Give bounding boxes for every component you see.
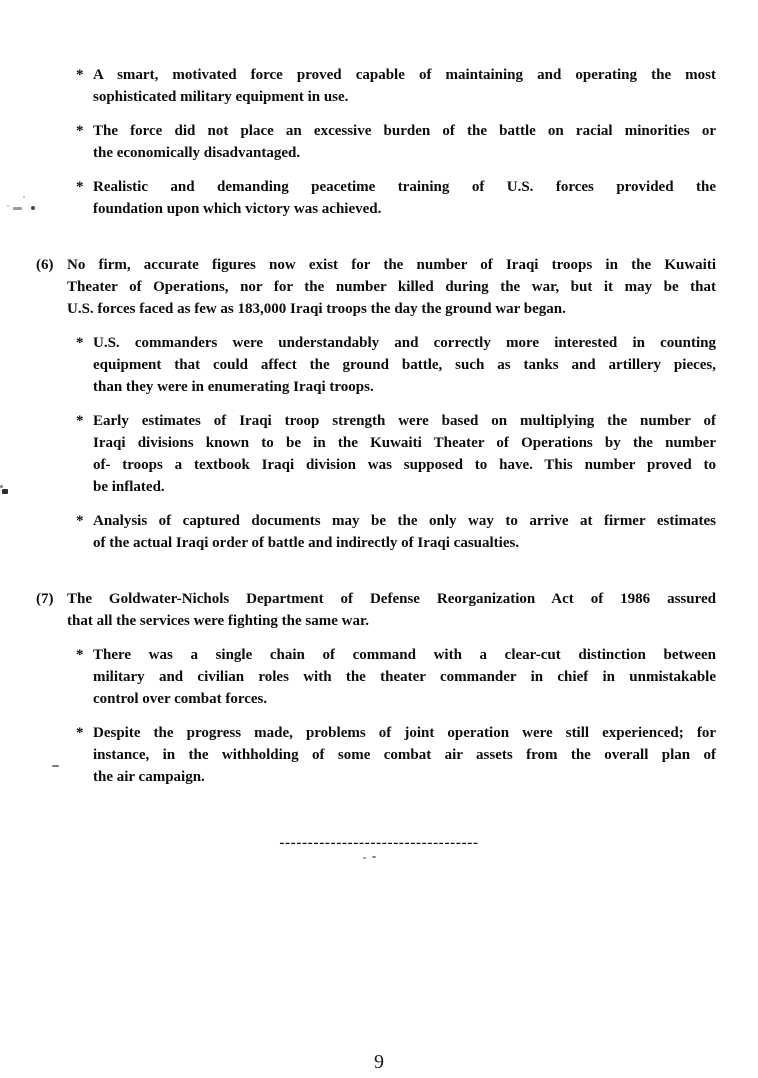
text-line: military and civilian roles with the theater commander in chief in unmistakable bbox=[93, 669, 716, 685]
bullet-item bbox=[76, 64, 716, 108]
text-line: of- troops a textbook Iraqi division was supposed to have. This number proved to bbox=[93, 457, 716, 473]
text-line: that all the services were fighting the same war. bbox=[67, 613, 370, 629]
scan-artifact bbox=[372, 856, 376, 858]
bullet-marker: * bbox=[76, 179, 84, 195]
separator-dashes: ----------------------------------- bbox=[279, 835, 479, 851]
scan-artifact bbox=[363, 857, 366, 859]
document-body bbox=[0, 64, 758, 854]
section-text bbox=[67, 588, 716, 632]
bullet-text bbox=[93, 644, 716, 710]
text-line: Realistic and demanding peacetime training of U.S. forces provided the bbox=[93, 179, 716, 195]
text-line: equipment that could affect the ground battle, such as tanks and artillery pieces, bbox=[93, 357, 716, 373]
scan-artifact bbox=[13, 207, 22, 210]
bullet-item bbox=[76, 332, 716, 398]
text-line: foundation upon which victory was achieved. bbox=[93, 201, 382, 217]
text-line: be inflated. bbox=[93, 479, 165, 495]
bullet-text bbox=[93, 410, 716, 498]
bullet-text bbox=[93, 64, 716, 108]
intro-bullet-list bbox=[0, 64, 758, 220]
text-line: Despite the progress made, problems of joint operation were still experienced; for bbox=[93, 725, 716, 741]
text-line: No firm, accurate figures now exist for the number of Iraqi troops in the Kuwaiti bbox=[67, 257, 716, 273]
text-line: of the actual Iraqi order of battle and indirectly of Iraqi casualties. bbox=[93, 535, 520, 551]
section-7-bullet-list bbox=[0, 644, 758, 788]
text-line: control over combat forces. bbox=[93, 691, 268, 707]
text-line: Early estimates of Iraqi troop strength were based on multiplying the number of bbox=[93, 413, 716, 429]
bullet-item bbox=[76, 722, 716, 788]
bullet-item bbox=[76, 644, 716, 710]
bullet-marker: * bbox=[76, 647, 84, 663]
page-number: 9 bbox=[374, 1051, 384, 1073]
scan-artifact bbox=[52, 765, 59, 767]
text-line: Analysis of captured documents may be the only way to arrive at firmer estimates bbox=[93, 513, 716, 529]
bullet-text bbox=[93, 176, 716, 220]
scan-artifact bbox=[0, 485, 3, 488]
text-line: U.S. forces faced as few as 183,000 Iraqi troops the day the ground war began. bbox=[67, 301, 566, 317]
bullet-text bbox=[93, 120, 716, 164]
text-line: instance, in the withholding of some combat air assets from the overall plan of bbox=[93, 747, 716, 763]
text-line: A smart, motivated force proved capable of maintaining and operating the most bbox=[93, 67, 716, 83]
text-line: There was a single chain of command with a clear-cut distinction between bbox=[93, 647, 716, 663]
bullet-marker: * bbox=[76, 413, 84, 429]
bullet-text bbox=[93, 722, 716, 788]
text-line: sophisticated military equipment in use. bbox=[93, 89, 349, 105]
bullet-item bbox=[76, 510, 716, 554]
section-text bbox=[67, 254, 716, 320]
section-paragraph bbox=[36, 254, 716, 320]
section-6 bbox=[0, 254, 758, 554]
text-line: Theater of Operations, nor for the number killed during the war, but it may be that bbox=[67, 279, 716, 295]
scan-artifact bbox=[23, 196, 25, 198]
bullet-marker: * bbox=[76, 335, 84, 351]
text-line: The force did not place an excessive burden of the battle on racial minorities or bbox=[93, 123, 716, 139]
text-line: the air campaign. bbox=[93, 769, 205, 785]
text-line: the economically disadvantaged. bbox=[93, 145, 301, 161]
text-line: Iraqi divisions known to be in the Kuwaiti Theater of Operations by the number bbox=[93, 435, 716, 451]
bullet-marker: * bbox=[76, 67, 84, 83]
text-line: The Goldwater-Nichols Department of Defense Reorganization Act of 1986 assured bbox=[67, 591, 716, 607]
scan-artifact bbox=[2, 489, 8, 494]
text-line: U.S. commanders were understandably and correctly more interested in counting bbox=[93, 335, 716, 351]
bullet-item bbox=[76, 176, 716, 220]
section-7 bbox=[0, 588, 758, 788]
bullet-marker: * bbox=[76, 513, 84, 529]
scan-artifact bbox=[31, 206, 35, 210]
bullet-text bbox=[93, 510, 716, 554]
section-number: (7) bbox=[36, 591, 54, 607]
section-6-bullet-list bbox=[0, 332, 758, 554]
section-paragraph bbox=[36, 588, 716, 632]
text-line: than they were in enumerating Iraqi troops. bbox=[93, 379, 374, 395]
bullet-marker: * bbox=[76, 123, 84, 139]
bullet-item bbox=[76, 120, 716, 164]
scan-artifact bbox=[7, 205, 9, 207]
bullet-item bbox=[76, 410, 716, 498]
bullet-marker: * bbox=[76, 725, 84, 741]
section-number: (6) bbox=[36, 257, 54, 273]
bullet-text bbox=[93, 332, 716, 398]
